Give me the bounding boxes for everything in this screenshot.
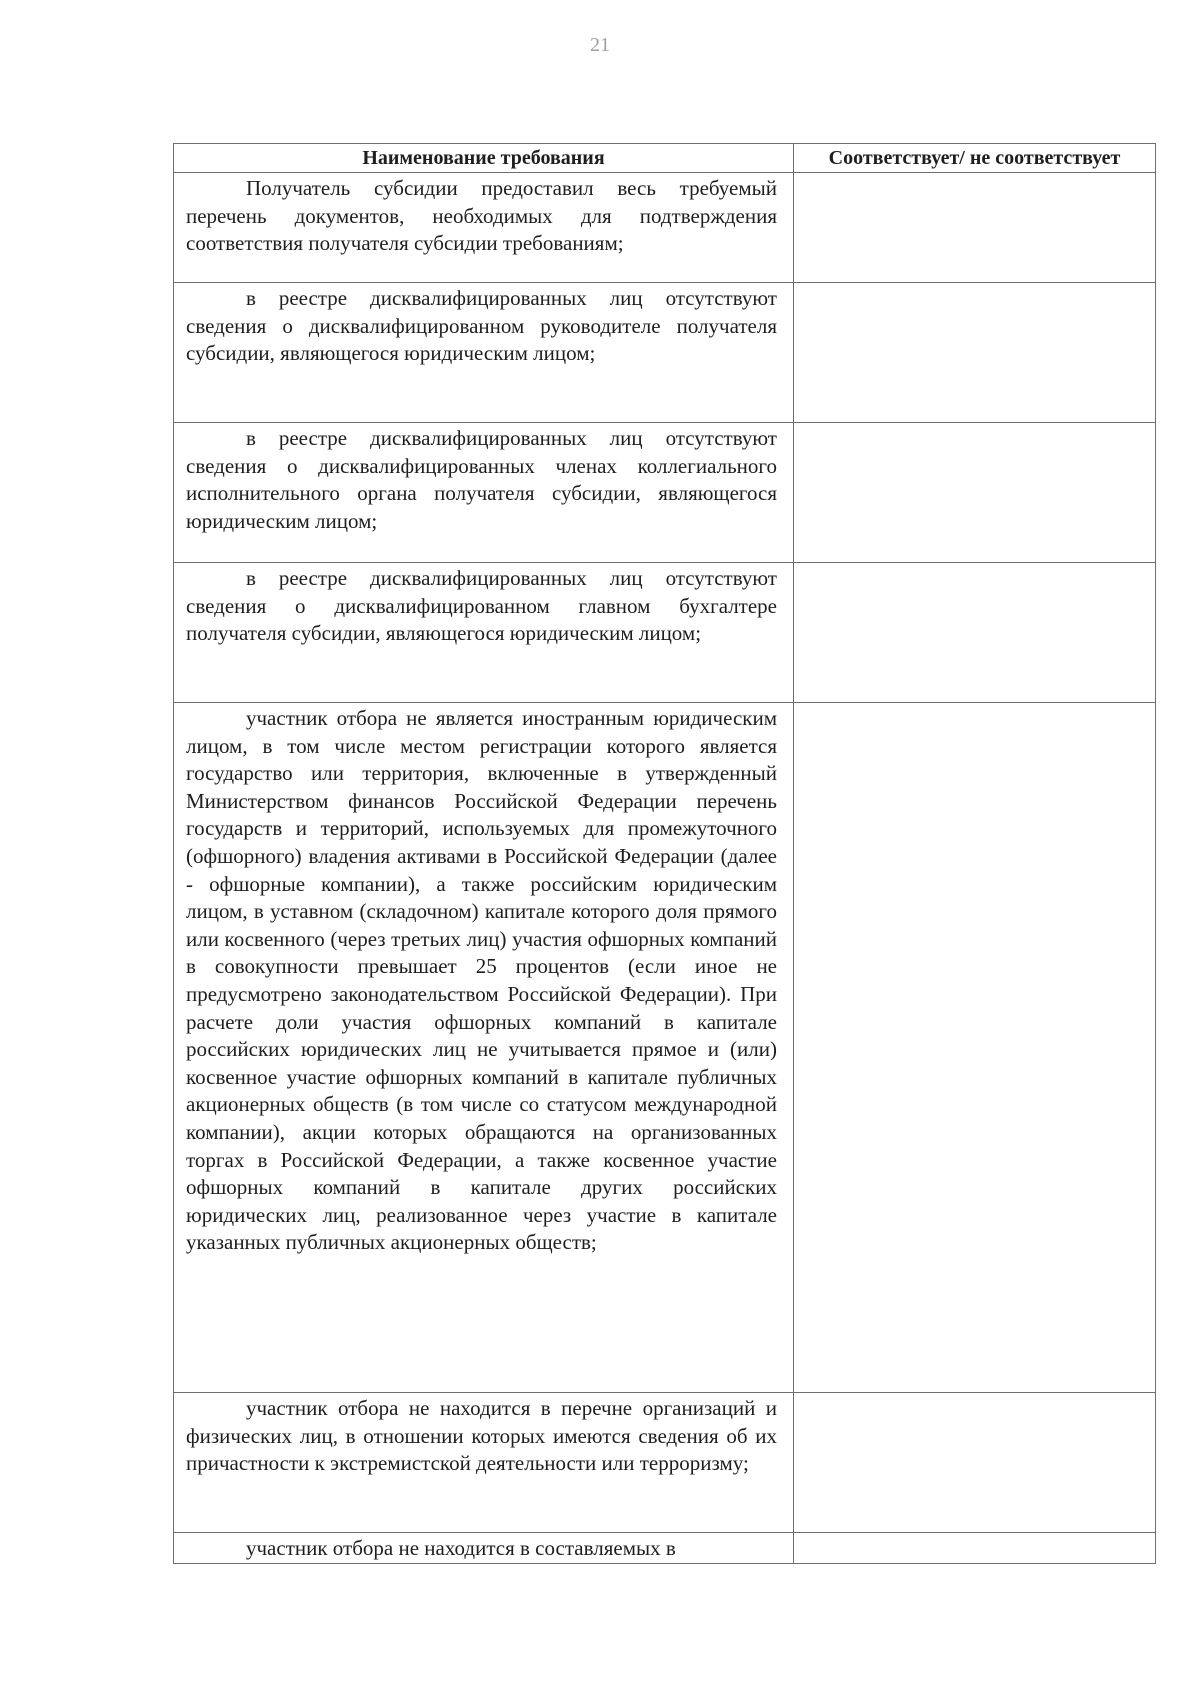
requirement-text: в реестре дисквалифицированных лиц отсутствуют сведения о дисквалифицированном руководителе получателя субсидии, являющегося юридическим лицом; — [186, 286, 777, 366]
requirement-text: в реестре дисквалифицированных лиц отсутствуют сведения о дисквалифицированном главном бухгалтере получателя субсидии, являющегося юридическим лицом; — [186, 566, 777, 646]
requirement-text: в реестре дисквалифицированных лиц отсутствуют сведения о дисквалифицированных членах коллегиального исполнительного органа получателя субсидии, являющегося юридическим лицом; — [186, 426, 777, 533]
compliance-cell — [794, 283, 1156, 423]
table-row — [174, 283, 1156, 423]
requirement-text: участник отбора не находится в составляемых в — [246, 1536, 676, 1560]
compliance-cell — [794, 423, 1156, 563]
table-row — [174, 1533, 1156, 1564]
page-number: 21 — [590, 34, 610, 56]
compliance-cell — [794, 703, 1156, 1393]
table-row — [174, 423, 1156, 563]
requirement-cell — [174, 1393, 794, 1533]
requirement-cell — [174, 703, 794, 1393]
table-row — [174, 1393, 1156, 1533]
compliance-cell — [794, 1533, 1156, 1564]
requirement-cell — [174, 563, 794, 703]
table-row — [174, 563, 1156, 703]
table-header-row — [174, 144, 1156, 173]
requirement-cell — [174, 173, 794, 283]
header-requirement: Наименование требования — [174, 144, 794, 173]
requirement-text: Получатель субсидии предоставил весь требуемый перечень документов, необходимых для подтверждения соответствия получателя субсидии требованиям; — [186, 176, 777, 256]
table-row — [174, 173, 1156, 283]
requirement-text: участник отбора не является иностранным юридическим лицом, в том числе местом регистрации которого является государство или территория, включенные в утвержденный Министерством финансов Российской Федерации перечень государств и территорий, используемых для промежуточного (офшорного) владения активами в Российской Федерации (далее - офшорные компании), а также российским юридическим лицом, в уставном (складочном) капитале которого доля прямого или косвенного (через третьих лиц) участия офшорных компаний в совокупности превышает 25 процентов (если иное не предусмотрено законодательством Российской Федерации). При расчете доли участия офшорных компаний в капитале российских юридических лиц не учитывается прямое и (или) косвенное участие офшорных компаний в капитале публичных акционерных обществ (в том числе со статусом международной компании), акции которых обращаются на организованных торгах в Российской Федерации, а также косвенное участие офшорных компаний в капитале других российских юридических лиц, реализованное через участие в капитале указанных публичных акционерных обществ; — [186, 706, 777, 1255]
compliance-cell — [794, 173, 1156, 283]
requirement-text: участник отбора не находится в перечне организаций и физических лиц, в отношении которых имеются сведения об их причастности к экстремистской деятельности или терроризму; — [186, 1396, 777, 1476]
requirements-table — [173, 143, 1156, 1564]
requirement-cell — [174, 283, 794, 423]
compliance-cell — [794, 563, 1156, 703]
requirement-cell — [174, 1533, 794, 1564]
table-row — [174, 703, 1156, 1393]
compliance-cell — [794, 1393, 1156, 1533]
header-compliance: Соответствует/ не соответствует — [794, 144, 1156, 173]
requirement-cell — [174, 423, 794, 563]
